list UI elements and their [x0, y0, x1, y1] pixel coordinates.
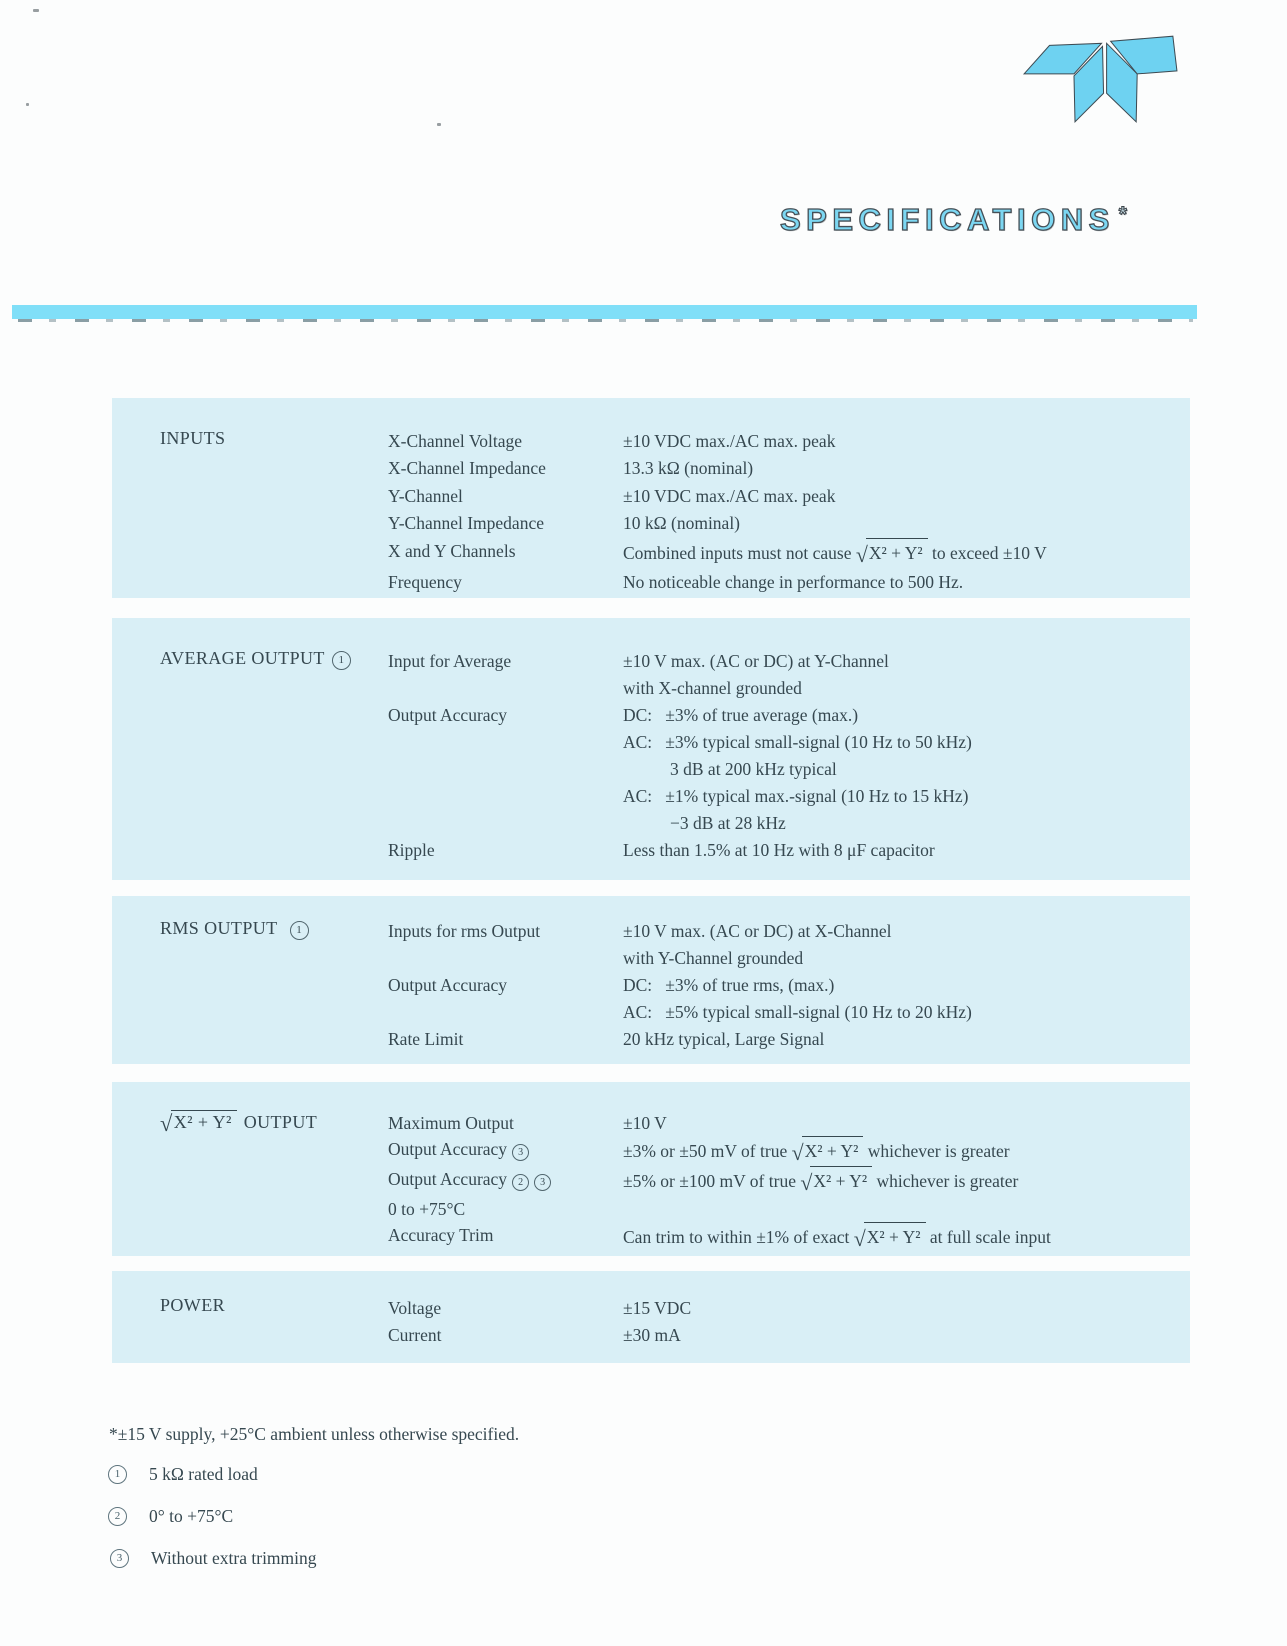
- footnote-ref: 3: [512, 1144, 529, 1161]
- section-heading-text: OUTPUT: [238, 1112, 318, 1132]
- param-label: Accuracy Trim: [388, 1225, 494, 1245]
- general-footnote: *±15 V supply, +25°C ambient unless otherwise specified.: [109, 1424, 520, 1444]
- sqrt-expression: [800, 1166, 872, 1196]
- spec-row: [388, 428, 1176, 455]
- param-label: [388, 1166, 623, 1196]
- param-value: with X-channel grounded: [623, 678, 802, 698]
- section-heading: INPUTS: [160, 428, 226, 448]
- param-label: [388, 810, 623, 837]
- spec-row: [388, 1295, 1176, 1322]
- param-label: X and Y Channels: [388, 540, 516, 561]
- section-heading: POWER: [160, 1295, 225, 1315]
- radicand: X² + Y²: [864, 1222, 926, 1250]
- footnote-text: Without extra trimming: [151, 1548, 317, 1568]
- spec-row: [388, 569, 1176, 596]
- page-title-text: SPECIFICATIONS: [780, 202, 1115, 237]
- footnote-ref: 1: [290, 921, 309, 940]
- section-rows: [388, 1110, 1176, 1252]
- value-text: Can trim to within ±1% of exact: [623, 1227, 854, 1247]
- scan-artifact: [33, 9, 39, 12]
- param-label: Y-Channel: [388, 485, 463, 506]
- spec-row: [388, 729, 1176, 756]
- param-value: No noticeable change in performance to 500 Hz.: [623, 572, 964, 593]
- param-label: Maximum Output: [388, 1113, 514, 1133]
- spec-row: [388, 1222, 1176, 1252]
- param-label: [388, 999, 623, 1026]
- spec-row: [388, 999, 1176, 1026]
- footnote-text: 0° to +75°C: [149, 1506, 234, 1526]
- param-label: Current: [388, 1324, 442, 1345]
- param-label: Rate Limit: [388, 1029, 464, 1049]
- value-text: at full scale input: [925, 1227, 1051, 1247]
- spec-row: [388, 675, 1176, 702]
- param-label: [388, 675, 623, 702]
- param-value: Less than 1.5% at 10 Hz with 8 μF capacitor: [623, 840, 935, 860]
- spec-row: [388, 1196, 1176, 1222]
- sqrt-expression: [792, 1136, 864, 1166]
- param-value: 13.3 kΩ (nominal): [623, 458, 754, 479]
- spec-row: [388, 538, 1176, 569]
- param-label: Output Accuracy: [388, 975, 508, 995]
- param-value: 10 kΩ (nominal): [623, 513, 741, 534]
- footnote-item: [110, 1548, 317, 1569]
- spec-row: [388, 648, 1176, 675]
- value-text: Combined inputs must not cause: [623, 542, 856, 563]
- sqrt-expression: [160, 1110, 237, 1137]
- param-value: AC: ±3% typical small-signal (10 Hz to 50 kHz): [623, 732, 972, 752]
- section-sqrt-output: [112, 1082, 1190, 1256]
- spec-row: [388, 756, 1176, 783]
- param-label: Frequency: [388, 572, 462, 593]
- section-heading: [160, 648, 351, 670]
- sqrt-expression: [854, 1222, 926, 1252]
- sqrt-expression: [856, 538, 928, 569]
- spec-row: [388, 1136, 1176, 1166]
- param-label: Inputs for rms Output: [388, 921, 541, 941]
- param-value: 20 kHz typical, Large Signal: [623, 1029, 825, 1049]
- teledyne-logo-icon: [1022, 33, 1180, 125]
- spec-row: [388, 945, 1176, 972]
- page-title: [780, 202, 1127, 238]
- spec-row: [388, 483, 1176, 510]
- radical-sign: √: [853, 1227, 866, 1251]
- value-text: ±5% or ±100 mV of true: [623, 1171, 801, 1191]
- param-value: ±10 VDC max./AC max. peak: [623, 431, 836, 451]
- param-value: 3 dB at 200 kHz typical: [670, 759, 837, 779]
- param-value: ±10 V max. (AC or DC) at X-Channel: [623, 921, 892, 941]
- title-footnote-star: *: [1118, 203, 1127, 226]
- radical-sign: √: [791, 1141, 804, 1165]
- param-value: ±10 V: [623, 1113, 667, 1133]
- footnote-number: 2: [108, 1507, 127, 1526]
- scan-artifact: [26, 103, 29, 106]
- param-text: Output Accuracy: [388, 1139, 508, 1159]
- value-text: to exceed ±10 V: [927, 542, 1047, 563]
- param-text: Output Accuracy: [388, 1169, 508, 1189]
- footnote-ref: 3: [534, 1174, 551, 1191]
- section-heading: [160, 1110, 317, 1137]
- param-value: AC: ±1% typical max.-signal (10 Hz to 15 kHz): [623, 786, 969, 806]
- section-average-output: [112, 618, 1190, 880]
- section-rows: [388, 428, 1176, 596]
- param-label: Input for Average: [388, 651, 512, 671]
- param-label: [388, 729, 623, 756]
- radicand: X² + Y²: [171, 1110, 237, 1133]
- footnote-text: 5 kΩ rated load: [149, 1464, 258, 1484]
- param-value: −3 dB at 28 kHz: [670, 813, 786, 833]
- spec-row: [388, 783, 1176, 810]
- param-value: DC: ±3% of true average (max.): [623, 705, 859, 725]
- footnote-item: [108, 1506, 233, 1527]
- value-text: whichever is greater: [863, 1141, 1010, 1161]
- radicand: X² + Y²: [810, 1166, 872, 1194]
- radical-sign: √: [800, 1171, 813, 1195]
- param-value: [623, 1136, 1176, 1166]
- section-power: [112, 1271, 1190, 1363]
- section-rows: [388, 1295, 1176, 1348]
- param-label: [388, 756, 623, 783]
- spec-row: [388, 918, 1176, 945]
- spec-row: [388, 1166, 1176, 1196]
- scan-artifact: [437, 123, 441, 126]
- section-heading-text: AVERAGE OUTPUT: [160, 648, 325, 668]
- param-value: AC: ±5% typical small-signal (10 Hz to 20 kHz): [623, 1002, 972, 1022]
- spec-row: [388, 1026, 1176, 1053]
- param-label: Ripple: [388, 840, 435, 860]
- param-value: with Y-Channel grounded: [623, 948, 804, 968]
- section-rows: [388, 918, 1176, 1053]
- radical-sign: √: [160, 1111, 173, 1136]
- section-inputs: [112, 398, 1190, 598]
- spec-row: [388, 455, 1176, 482]
- param-label: Output Accuracy: [388, 705, 508, 725]
- param-value: ±30 mA: [623, 1324, 681, 1345]
- value-text: ±3% or ±50 mV of true: [623, 1141, 792, 1161]
- spec-row: [388, 510, 1176, 537]
- footnote-item: [108, 1464, 258, 1485]
- param-label: Voltage: [388, 1298, 442, 1318]
- footnote-number: 3: [110, 1549, 129, 1568]
- footnote-ref: 2: [512, 1174, 529, 1191]
- divider-bar: [12, 305, 1197, 319]
- footnote-number: 1: [108, 1465, 127, 1484]
- radical-sign: √: [855, 542, 868, 567]
- param-value: DC: ±3% of true rms, (max.): [623, 975, 835, 995]
- param-value: [623, 538, 1176, 569]
- footnote-ref: 1: [332, 651, 351, 670]
- section-rows: [388, 648, 1176, 864]
- param-value: ±10 VDC max./AC max. peak: [623, 485, 836, 506]
- spec-row: [388, 702, 1176, 729]
- radicand: X² + Y²: [802, 1136, 864, 1164]
- param-label: [388, 783, 623, 810]
- param-label: Y-Channel Impedance: [388, 513, 544, 534]
- spec-row: [388, 1322, 1176, 1349]
- spec-row: [388, 810, 1176, 837]
- section-heading: [160, 918, 309, 940]
- section-rms-output: [112, 896, 1190, 1064]
- radicand: X² + Y²: [866, 538, 928, 567]
- param-label: X-Channel Impedance: [388, 458, 546, 479]
- value-text: whichever is greater: [872, 1171, 1019, 1191]
- param-value: [623, 1222, 1176, 1252]
- param-label: [388, 1136, 623, 1166]
- spec-row: [388, 1110, 1176, 1136]
- param-value: [623, 1196, 1176, 1222]
- spec-row: [388, 972, 1176, 999]
- param-value: [623, 1166, 1176, 1196]
- section-heading-text: RMS OUTPUT: [160, 918, 278, 938]
- param-label: 0 to +75°C: [388, 1199, 466, 1219]
- param-label: X-Channel Voltage: [388, 431, 522, 451]
- param-value: ±15 VDC: [623, 1298, 692, 1318]
- spec-row: [388, 837, 1176, 864]
- param-value: ±10 V max. (AC or DC) at Y-Channel: [623, 651, 889, 671]
- param-label: [388, 945, 623, 972]
